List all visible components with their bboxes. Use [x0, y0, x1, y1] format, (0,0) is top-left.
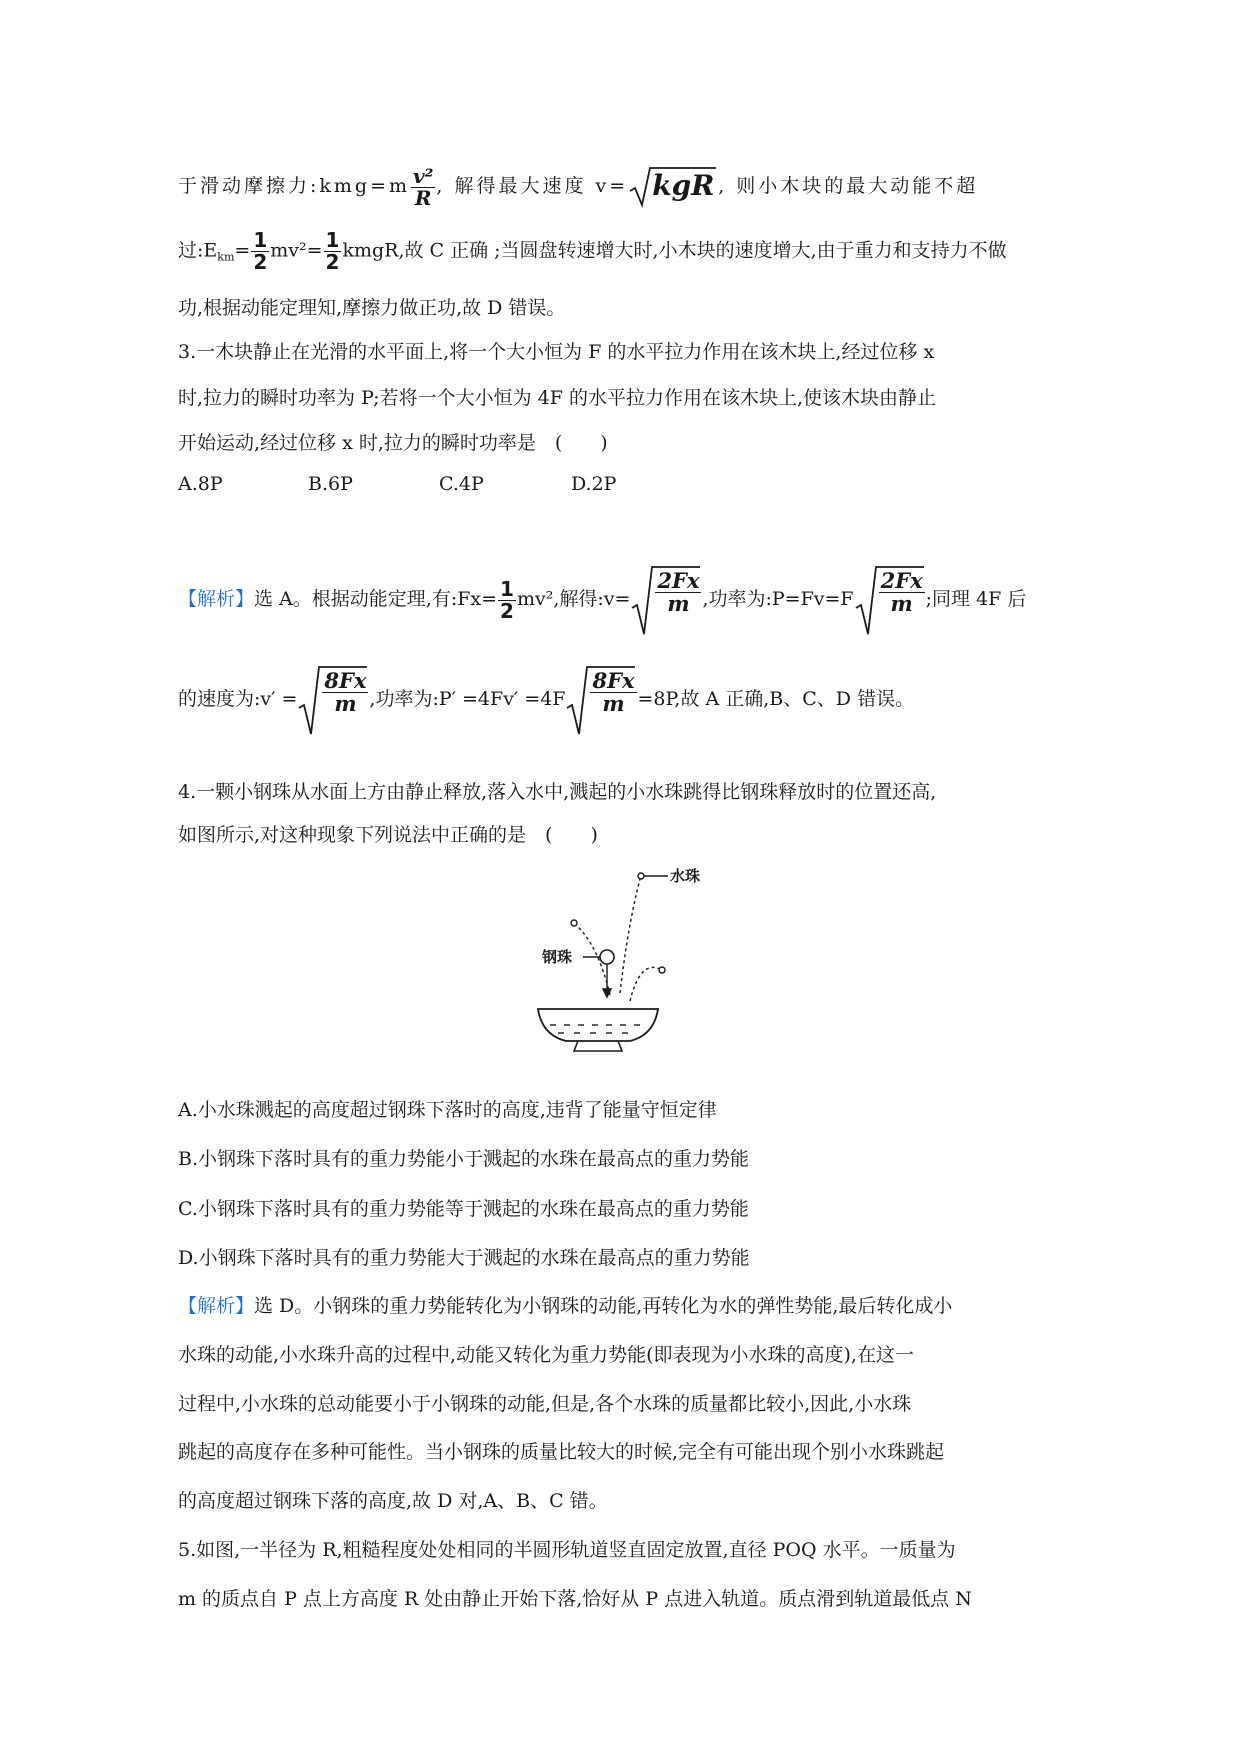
q4-line-2: 如图所示,对这种现象下列说法中正确的是 ( )	[178, 824, 598, 846]
solution-line-1	[178, 165, 978, 209]
text-run: , 解得最大速度 v=	[436, 175, 629, 197]
q3-line-1: 3.一木块静止在光滑的水平面上,将一个大小恒为 F 的水平拉力作用在该木块上,经过位移 x	[178, 341, 935, 363]
q3-solution-line-2: 的速度为:v′ = $\frac{8Fx}{m}$ ,功率为:P′ =4Fv′ =4F $\frac{8Fx}{m}$ =8P,故 A 正确,B、C、D 错误。	[178, 664, 914, 736]
solution-line-3: 功,根据动能定理知,摩擦力做正功,故 D 错误。	[178, 297, 566, 319]
solution-line-2: 过$:E_{km}=$ $\frac{1}{2}$ mv²= $\frac{1}{2}$ kmgR,故 C 正确 ;当圆盘转速增大时,小木块的速度增大,由于重力和支持力不做	[178, 228, 1007, 274]
q4-solution-line-1: 【解析】选 D。小钢珠的重力势能转化为小钢珠的动能,再转化为水的弹性势能,最后转化成小	[178, 1295, 953, 1317]
q4-solution-line-4: 跳起的高度存在多种可能性。当小钢珠的质量比较大的时候,完全有可能出现个别小水珠跳起	[178, 1441, 945, 1463]
q4-solution-line-5: 的高度超过钢珠下落的高度,故 D 对,A、B、C 错。	[178, 1490, 608, 1512]
option-a: A.8P	[178, 473, 223, 495]
fraction-half: $\frac{1}{2}$	[500, 576, 514, 623]
q4-solution-line-3: 过程中,小水珠的总动能要小于小钢珠的动能,但是,各个水珠的质量都比较小,因此,小水珠	[178, 1393, 912, 1415]
q5-line-2: m 的质点自 P 点上方高度 R 处由静止开始下落,恰好从 P 点进入轨道。质点滑到轨道最低点 N	[178, 1588, 972, 1610]
sqrt-2fx-over-m: $\frac{2Fx}{m}$	[630, 564, 702, 636]
fraction-half: $\frac{1}{2}$	[253, 228, 268, 274]
q5-line-1: 5.如图,一半径为 R,粗糙程度处处相同的半圆形轨道竖直固定放置,直径 POQ 水平。一质量为	[178, 1539, 956, 1561]
option-c: C.4P	[439, 473, 484, 495]
solution-tag: 【解析】	[178, 588, 255, 610]
text-run: 于滑动摩擦力:kmg=m	[178, 175, 411, 197]
label-water: 水珠	[670, 867, 701, 885]
fraction-half: $\frac{1}{2}$	[325, 228, 340, 274]
q3-line-2: 时,拉力的瞬时功率为 P;若将一个大小恒为 4F 的水平拉力作用在该木块上,使该木块由静止	[178, 387, 936, 409]
q4-option-a: A.小水珠溅起的高度超过钢珠下落时的高度,违背了能量守恒定律	[178, 1099, 717, 1121]
q4-solution-line-2: 水珠的动能,小水珠升高的过程中,动能又转化为重力势能(即表现为小水珠的高度),在这一	[178, 1344, 914, 1366]
option-d: D.2P	[571, 473, 617, 495]
sqrt-8fx-over-m: $\frac{8Fx}{m}$	[565, 664, 637, 736]
sqrt-kgr: kgR	[628, 165, 718, 209]
splash-figure	[528, 865, 738, 1055]
label-steel: 钢珠	[542, 948, 573, 966]
q4-line-1: 4.一颗小钢珠从水面上方由静止释放,落入水中,溅起的小水珠跳得比钢珠释放时的位置还高,	[178, 781, 937, 803]
fraction-v2-over-r: $\frac{\text{v²}}{R}$	[413, 163, 434, 210]
option-b: B.6P	[308, 473, 353, 495]
sqrt-8fx-over-m: $\frac{8Fx}{m}$	[297, 664, 369, 736]
q4-option-c: C.小钢珠下落时具有的重力势能等于溅起的水珠在最高点的重力势能	[178, 1198, 749, 1220]
sqrt-2fx-over-m: $\frac{2Fx}{m}$	[854, 564, 926, 636]
q3-options	[178, 473, 778, 499]
text-run: , 则小木块的最大动能不超	[718, 175, 979, 197]
q4-option-d: D.小钢珠下落时具有的重力势能大于溅起的水珠在最高点的重力势能	[178, 1247, 750, 1269]
solution-tag: 【解析】	[178, 1295, 255, 1317]
q3-line-3: 开始运动,经过位移 x 时,拉力的瞬时功率是 ( )	[178, 432, 608, 454]
q3-solution-line-1: 【解析】选 A。根据动能定理,有:Fx= $\frac{1}{2}$ mv²,解得:v= $\frac{2Fx}{m}$ ,功率为:P=Fv=F $\frac{2Fx}{m}$ ;同理 4F 后	[178, 564, 1026, 636]
q4-option-b: B.小钢珠下落时具有的重力势能小于溅起的水珠在最高点的重力势能	[178, 1148, 750, 1170]
